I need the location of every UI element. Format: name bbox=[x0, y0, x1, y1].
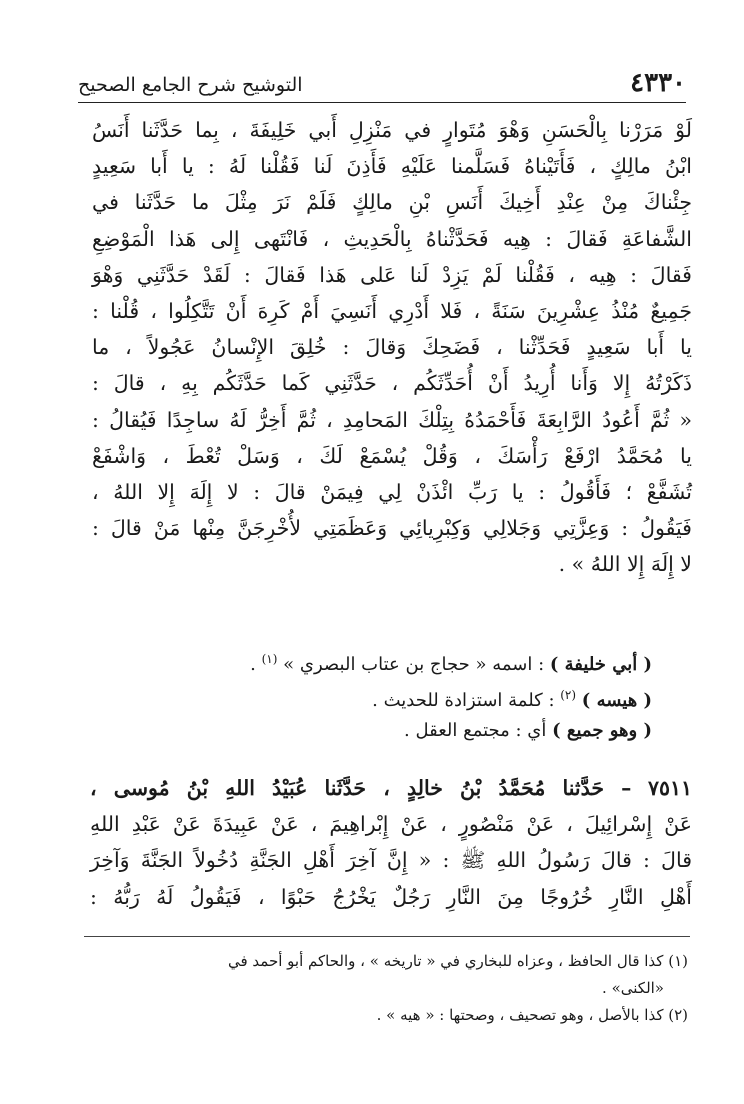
text-line: جِئْناكَ مِنْ عِنْدِ أَخِيكَ أَنَسِ بْنِ مالِكٍ فَلَمْ نَرَ مِثْلَ ما حَدَّثَنا في bbox=[92, 190, 692, 215]
text-line: يا أَبا سَعِيدٍ فَحَدِّثْنا ، فَضَحِكَ وَقالَ : خُلِقَ الإِنْسانُ عَجُولاً ، ما bbox=[92, 335, 692, 360]
text-line: لَوْ مَرَرْنا بِالْحَسَنِ وَهْوَ مُتَوارٍ في مَنْزِلِ أَبي خَلِيفَةَ ، بِما حَدَّثَنا أَنَسُ bbox=[92, 118, 692, 142]
text-line: لا إِلَهَ إِلا اللهُ » . bbox=[558, 552, 692, 577]
footnote-ref: (١) bbox=[261, 652, 278, 666]
page-number: ٤٣٣٠ bbox=[630, 68, 686, 98]
text-line: ابْنُ مالِكٍ ، فَأَتَيْناهُ فَسَلَّمنا عَلَيْهِ فَأَذِنَ لَنا فَقُلْنا لَهُ : يا أَبا سَعِيدٍ bbox=[92, 154, 692, 179]
hadith-line: قالَ : قالَ رَسُولُ اللهِ ﷺ : « إِنَّ آخِرَ أَهْلِ الجَنَّةِ دُخُولاً الجَنَّةَ وَآخِرَ bbox=[90, 848, 692, 873]
footnote-1: (١) كذا قال الحافظ ، وعزاه للبخاري في « تاريخه » ، والحاكم أبو أحمد في bbox=[227, 952, 688, 970]
hadith-block bbox=[90, 770, 692, 915]
gloss-entry bbox=[100, 716, 652, 746]
commentary-text bbox=[92, 112, 692, 582]
text-line: فَقالَ : هِيه ، فَقُلْنا لَمْ يَزِدْ لَنا عَلى هَذا فَقالَ : لَقَدْ حَدَّثَنِي وَهْوَ bbox=[92, 262, 692, 287]
gloss-entry bbox=[100, 680, 652, 716]
gloss-entry bbox=[100, 644, 652, 680]
gloss-text: : كلمة استزادة للحديث . bbox=[372, 690, 561, 711]
hadith-line: عَنْ إِسْرائِيلَ ، عَنْ مَنْصُورٍ ، عَنْ إِبْراهِيمَ ، عَنْ عَبِيدَةَ عَنْ عَبْدِ اللهِ bbox=[90, 812, 692, 837]
text-line: تُشَفَّعْ ؛ فَأَقُولُ : يا رَبِّ ائْذَنْ لِي فِيمَنْ قالَ : لا إِلَهَ إِلا اللهُ ، bbox=[92, 479, 692, 504]
running-title: التوشيح شرح الجامع الصحيح bbox=[78, 74, 303, 96]
hadith-number: ٧٥١١ bbox=[647, 776, 692, 800]
hadith-line: أَهْلِ النَّارِ خُرُوجًا مِنَ النَّارِ رَجُلٌ يَخْرُجُ حَبْوًا ، فَيَقُولُ لَهُ رَبُّهُ : bbox=[90, 884, 692, 909]
footnote-divider bbox=[84, 936, 690, 937]
gloss-term: ( أبي خليفة ) bbox=[549, 654, 652, 675]
page-header bbox=[78, 66, 686, 103]
text-line: الشَّفاعَةِ فَقالَ : هِيه فَحَدَّثْناهُ بِالْحَدِيثِ ، فَانْتَهى إِلى هَذا الْمَوْضِعِ bbox=[92, 226, 692, 251]
gloss-text: أي : مجتمع العقل . bbox=[404, 720, 553, 741]
gloss-text: : اسمه « حجاج بن عتاب البصري » bbox=[277, 654, 550, 675]
footnote-1-continued: «الكنى» . bbox=[602, 979, 664, 997]
text-line: جَمِيعٌ مُنْذُ عِشْرِينَ سَنَةً ، فَلا أَدْرِي أَنَسِيَ أَمْ كَرِهَ أَنْ تَتَّكِلُوا ، قُلْنا : bbox=[92, 298, 692, 323]
footnotes bbox=[84, 948, 688, 1029]
text-line: « ثُمَّ أَعُودُ الرَّابِعَةَ فَأَحْمَدُهُ بِتِلْكَ المَحامِدِ ، ثُمَّ أَخِرُّ لَهُ ساجِدًا فَيُقالُ : bbox=[92, 407, 692, 432]
hadith-line bbox=[90, 770, 692, 806]
text-line: فَيَقُولُ : وَعِزَّتِي وَجَلالِي وَكِبْرِيائِي وَعَظَمَتِي لأُخْرِجَنَّ مِنْها مَنْ قالَ : bbox=[92, 516, 692, 541]
text-line: يا مُحَمَّدُ ارْفَعْ رَأْسَكَ ، وَقُلْ يُسْمَعْ لَكَ ، وَسَلْ تُعْطَ ، وَاشْفَعْ bbox=[92, 443, 692, 468]
gloss-term: ( وهو جميع ) bbox=[552, 720, 652, 741]
footnote-ref: (٢) bbox=[560, 688, 577, 702]
gloss-term: ( هيسه ) bbox=[581, 690, 652, 711]
hadith-line-text: – حَدَّثنا مُحَمَّدُ بْنُ خالِدٍ ، حَدَّثَنا عُبَيْدُ اللهِ بْنُ مُوسى ، bbox=[90, 776, 632, 800]
gloss-end: . bbox=[250, 654, 262, 675]
text-line: ذَكَرْتُهُ إِلا وَأَنا أُرِيدُ أَنْ أُحَدِّثَكُم ، حَدَّثَنِي كَما حَدَّثَكُم بِهِ ، قالَ : bbox=[92, 371, 692, 396]
footnote-2: (٢) كذا بالأصل ، وهو تصحيف ، وصحتها : « هيه » . bbox=[376, 1006, 688, 1024]
